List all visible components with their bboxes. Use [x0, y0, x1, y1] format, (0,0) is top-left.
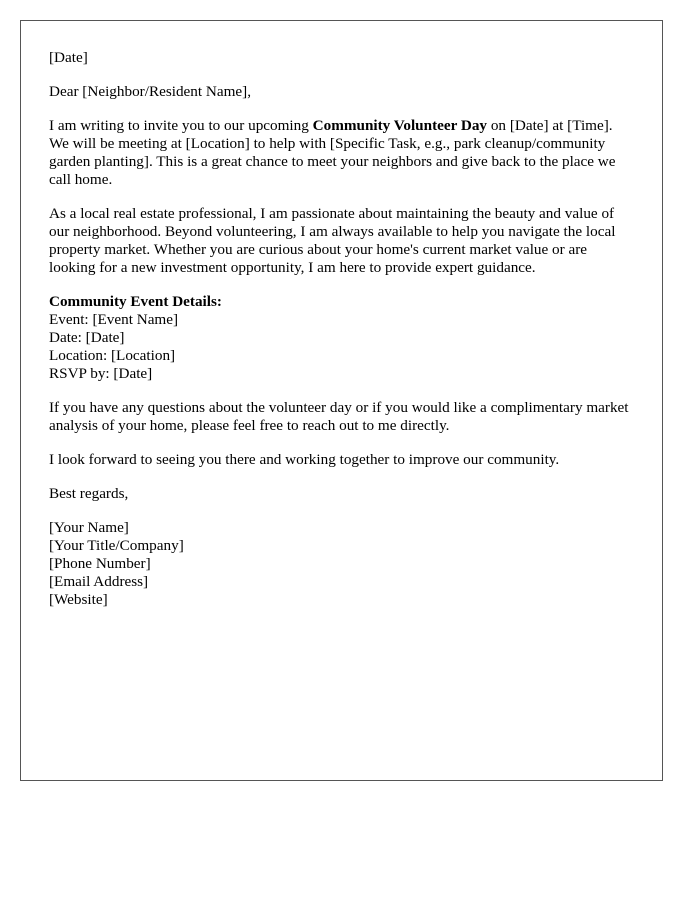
event-details-heading: Community Event Details:	[49, 293, 222, 310]
intro-paragraph	[49, 117, 634, 189]
signature-phone: [Phone Number]	[49, 555, 151, 572]
letter	[20, 20, 663, 781]
detail-event: Event: [Event Name]	[49, 311, 179, 328]
detail-location: Location: [Location]	[49, 347, 176, 364]
signature-email: [Email Address]	[49, 573, 149, 590]
detail-date: Date: [Date]	[49, 329, 125, 346]
date: [Date]	[49, 49, 88, 66]
signature-website: [Website]	[49, 591, 108, 608]
salutation: Dear [Neighbor/Resident Name],	[49, 83, 252, 100]
intro-text-end: on [Date] at [Time]. We will be meeting at [Location] to help with [Specific Task, e.g., park cleanup/community garden planting]. This is a great chance to meet your neighbors and give back to the place we call home.	[49, 117, 616, 188]
event-details	[49, 293, 634, 383]
detail-rsvp: RSVP by: [Date]	[49, 365, 153, 382]
closing: Best regards,	[49, 485, 129, 502]
realtor-paragraph: As a local real estate professional, I am passionate about maintaining the beauty and value of our neighborhood. Beyond volunteering, I am always available to help you navigate the local property market. Whether you are curious about your home's current market value or are looking for a new investment opportunity, I am here to provide expert guidance.	[49, 205, 616, 276]
event-name-bold: Community Volunteer Day	[312, 117, 488, 134]
closing-paragraph: I look forward to seeing you there and working together to improve our community.	[49, 451, 560, 468]
signature-name: [Your Name]	[49, 519, 129, 536]
signature-block	[49, 519, 634, 609]
intro-text-start: I am writing to invite you to our upcoming	[49, 117, 313, 134]
signature-title: [Your Title/Company]	[49, 537, 184, 554]
questions-paragraph: If you have any questions about the volunteer day or if you would like a complimentary market analysis of your home, please feel free to reach out to me directly.	[49, 399, 629, 434]
